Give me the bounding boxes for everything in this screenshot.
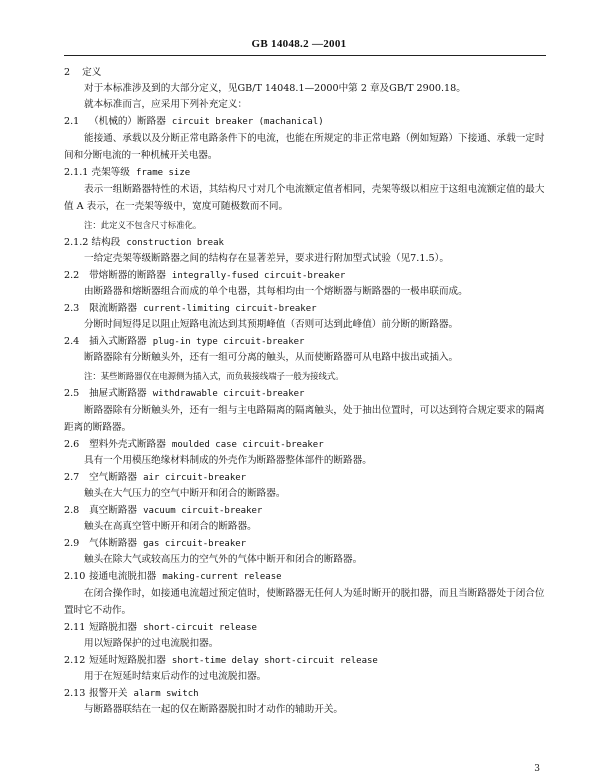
term-english: air circuit-breaker [143, 473, 247, 483]
term-heading [64, 165, 546, 181]
term-english: short-circuit release [143, 623, 257, 633]
term-number: 2.12 [64, 655, 86, 666]
term-heading [64, 503, 546, 519]
term-definition: 与断路器联结在一起的仅在断路器脱扣时才动作的辅助开关。 [84, 704, 344, 715]
term-chinese: 短路脱扣器 [89, 622, 138, 633]
term-note: 注：某些断路器仅在电源侧为插入式，而负载接线端子一般为接线式。 [84, 371, 344, 381]
page-number: 3 [534, 764, 540, 774]
section-heading [64, 65, 546, 81]
term-heading [64, 334, 546, 350]
term-chinese: 壳架等级 [91, 167, 130, 178]
term-heading [64, 569, 546, 585]
term-chinese: 抽屉式断路器 [89, 388, 147, 399]
term-definition: 由断路器和熔断器组合而成的单个电器，其每相均由一个熔断器与断路器的一极串联而成。 [84, 286, 468, 297]
term-english: moulded case circuit-breaker [171, 440, 324, 450]
term-number: 2.6 [64, 439, 80, 450]
term-definition: 触头在除大气或较高压力的空气外的气体中断开和闭合的断路器。 [84, 554, 363, 565]
term-chinese: 空气断路器 [89, 472, 138, 483]
term-number: 2.1.1 [64, 167, 89, 178]
term-english: construction break [126, 238, 224, 248]
term-definition: 在闭合操作时，如接通电流超过预定值时，使断路器无任何人为延时断开的脱扣器，而且当断路器处于闭合位置时它不动作。 [64, 588, 545, 616]
term-definition: 触头在高真空管中断开和闭合的断路器。 [84, 521, 257, 532]
term-number: 2.3 [64, 303, 80, 314]
term-english: withdrawable circuit-breaker [152, 389, 305, 399]
term-number: 2.2 [64, 270, 80, 281]
term-number: 2.1 [64, 116, 80, 127]
term-definition: 能接通、承载以及分断正常电路条件下的电流，也能在所规定的非正常电路（例如短路）下接通、承载一定时间和分断电流的一种机械开关电器。 [64, 133, 545, 161]
term-definition: 断路器除有分断触头外，还有一组可分离的触头，从而使断路器可从电路中拔出或插入。 [84, 352, 459, 363]
term-english: short-time delay short-circuit release [171, 656, 378, 666]
term-english: vacuum circuit-breaker [143, 506, 263, 516]
term-english: making-current release [162, 572, 282, 582]
term-english: gas circuit-breaker [143, 539, 247, 549]
term-definition: 分断时间短得足以阻止短路电流达到其预期峰值（否则可达到此峰值）前分断的断路器。 [84, 319, 459, 330]
section-title: 定义 [82, 67, 102, 78]
document-body [64, 64, 546, 718]
intro-paragraph: 对于本标准涉及到的大部分定义，见GB/T 14048.1—2000中第 2 章及GB/T 2900.18。 [84, 83, 466, 94]
header-rule [64, 55, 546, 56]
term-heading [64, 301, 546, 317]
term-heading [64, 620, 546, 636]
term-chinese: （机械的）断路器 [89, 116, 166, 127]
term-chinese: 结构段 [91, 237, 121, 248]
term-chinese: 接通电流脱扣器 [89, 571, 157, 582]
term-chinese: 报警开关 [89, 688, 128, 699]
term-chinese: 真空断路器 [89, 505, 138, 516]
term-number: 2.8 [64, 505, 80, 516]
term-definition: 触头在大气压力的空气中断开和闭合的断路器。 [84, 488, 286, 499]
term-definition: 一给定壳架等级断路器之间的结构存在显著差异，要求进行附加型式试验（见7.1.5）。 [84, 253, 449, 264]
term-chinese: 插入式断路器 [89, 336, 147, 347]
term-heading [64, 268, 546, 284]
term-number: 2.13 [64, 688, 86, 699]
term-heading [64, 653, 546, 669]
term-number: 2.10 [64, 571, 86, 582]
section-number: 2 [64, 67, 71, 78]
term-heading [64, 470, 546, 486]
term-number: 2.4 [64, 336, 80, 347]
term-definition: 表示一组断路器特性的术语，其结构尺寸对几个电流额定值者相同，壳架等级以相应于这组电流额定值的最大值 A 表示，在一壳架等级中，宽度可随极数而不同。 [64, 184, 545, 212]
term-heading [64, 114, 546, 130]
term-english: frame size [135, 168, 191, 178]
term-heading [64, 686, 546, 702]
term-english: integrally-fused circuit-breaker [171, 271, 346, 281]
term-heading [64, 386, 546, 402]
term-english: current-limiting circuit-breaker [143, 304, 317, 314]
term-heading [64, 235, 546, 251]
term-chinese: 限流断路器 [89, 303, 138, 314]
term-english: alarm switch [133, 689, 199, 699]
term-heading [64, 536, 546, 552]
intro-paragraph: 就本标准而言，应采用下列补充定义： [84, 99, 248, 110]
term-definition: 具有一个用模压绝缘材料制成的外壳作为断路器整体部件的断路器。 [84, 455, 372, 466]
term-number: 2.7 [64, 472, 80, 483]
term-chinese: 短延时短路脱扣器 [89, 655, 166, 666]
term-heading [64, 437, 546, 453]
term-definition: 用以短路保护的过电流脱扣器。 [84, 638, 219, 649]
term-number: 2.11 [64, 622, 86, 633]
term-number: 2.5 [64, 388, 80, 399]
term-chinese: 塑料外壳式断路器 [89, 439, 166, 450]
term-chinese: 带熔断器的断路器 [89, 270, 166, 281]
term-note: 注：此定义不包含尺寸标准化。 [84, 220, 202, 230]
standard-header: GB 14048.2 —2001 [251, 38, 347, 50]
term-english: circuit breaker (machanical) [171, 117, 324, 127]
term-definition: 用于在短延时结束后动作的过电流脱扣器。 [84, 671, 267, 682]
term-chinese: 气体断路器 [89, 538, 138, 549]
term-definition: 断路器除有分断触头外，还有一组与主电路隔离的隔离触头，处于抽出位置时，可以达到符合规定要求的隔离距离的断路器。 [64, 405, 545, 433]
term-english: plug-in type circuit-breaker [152, 337, 305, 347]
term-number: 2.9 [64, 538, 80, 549]
term-number: 2.1.2 [64, 237, 89, 248]
